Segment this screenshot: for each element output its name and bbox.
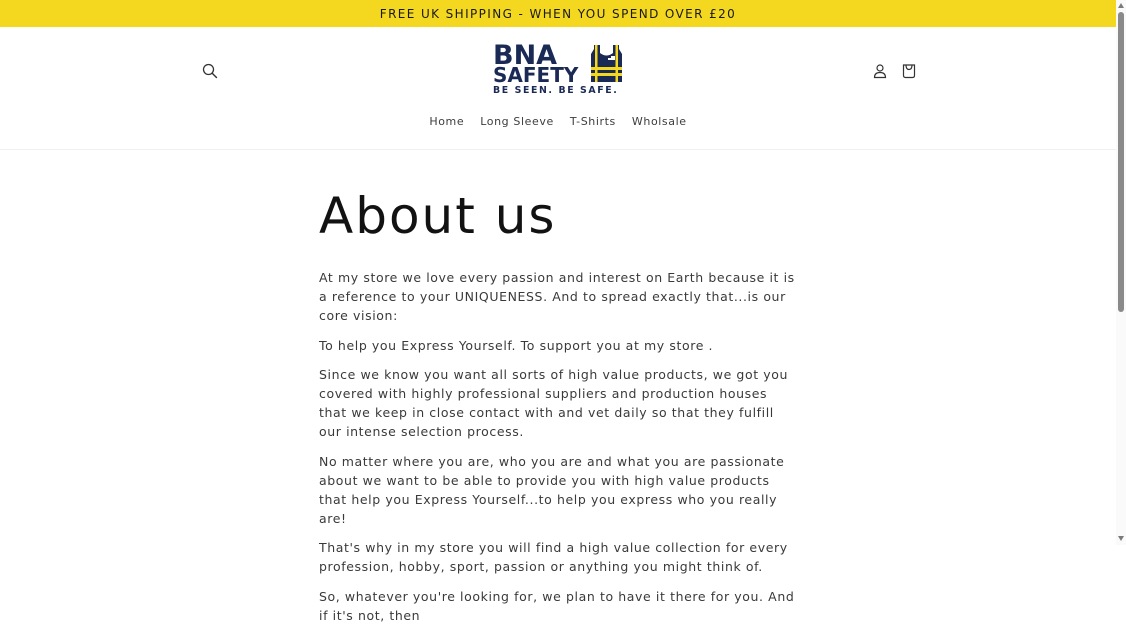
nav-item-wholesale[interactable]: Wholsale xyxy=(631,115,687,128)
paragraph: Since we know you want all sorts of high value products, we got you covered with highly professional suppliers and production houses that we keep in close contact with and vet daily so that they fulfill our intense selection process. xyxy=(319,367,789,439)
main-nav xyxy=(0,113,1116,130)
nav-item-t-shirts[interactable]: T-Shirts xyxy=(569,115,616,128)
paragraph: At my store we love every passion and interest on Earth because it is a reference to your UNIQUENESS. And to spread exactly that...is our core vision: xyxy=(319,270,795,323)
logo[interactable] xyxy=(492,40,624,99)
cart-button[interactable] xyxy=(895,57,923,85)
paragraph: That's why in my store you will find a high value collection for every profession, hobby, sport, passion or anything you might think of. xyxy=(319,540,788,574)
paragraph: So, whatever you're looking for, we plan to have it there for you. And if it's not, then xyxy=(319,588,795,623)
paragraph: To help you Express Yourself. To support you at my store . xyxy=(319,337,714,353)
search-icon xyxy=(202,63,218,79)
scrollbar-thumb[interactable] xyxy=(1118,12,1124,312)
scroll-up-arrow-icon[interactable] xyxy=(1118,3,1124,8)
account-button[interactable] xyxy=(866,57,894,85)
announcement-text: FREE UK SHIPPING - WHEN YOU SPEND OVER £20 xyxy=(379,6,737,21)
announcement-bar xyxy=(0,0,1116,27)
search-button[interactable] xyxy=(196,57,224,85)
logo-text-bna: BNA xyxy=(493,40,558,71)
site-header xyxy=(0,27,1116,150)
logo-text-safety: SAFETY xyxy=(493,63,579,87)
cart-icon xyxy=(901,63,917,79)
vertical-scrollbar[interactable] xyxy=(1116,0,1126,545)
paragraph: No matter where you are, who you are and what you are passionate about we want to be able to provide you with high value products that help you Express Yourself...to help you express who you really are! xyxy=(319,453,785,526)
logo-tagline: BE SEEN. BE SAFE. xyxy=(493,85,619,96)
nav-item-home[interactable]: Home xyxy=(429,115,465,128)
nav-item-long-sleeve[interactable]: Long Sleeve xyxy=(480,115,554,128)
scroll-down-arrow-icon[interactable] xyxy=(1118,536,1124,541)
page-title: About us xyxy=(319,187,557,245)
account-icon xyxy=(872,63,888,79)
safety-vest-icon xyxy=(591,45,622,82)
main-content xyxy=(319,151,799,635)
about-content xyxy=(319,268,799,625)
